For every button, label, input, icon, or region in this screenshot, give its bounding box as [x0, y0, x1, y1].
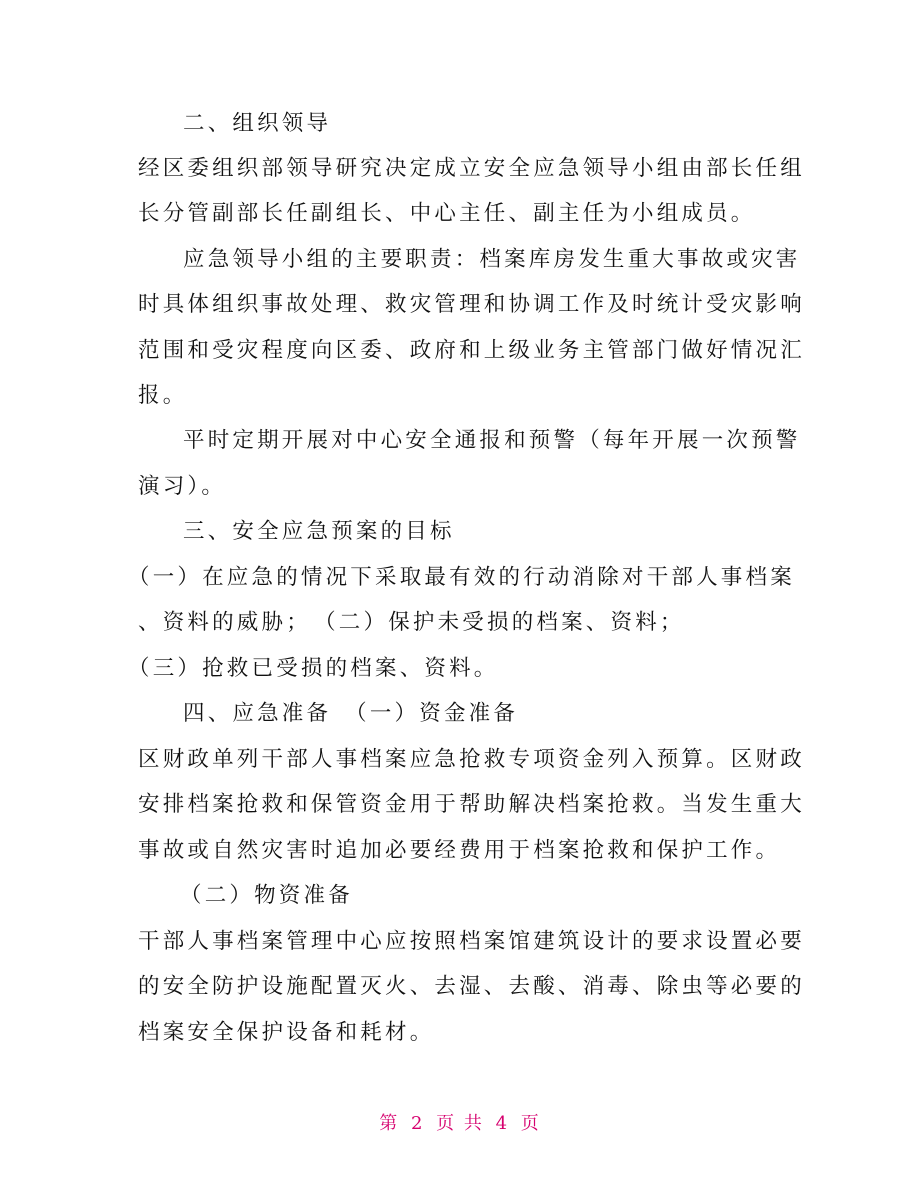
section-heading-preparation: 四、应急准备 （一）资金准备: [183, 701, 519, 726]
paragraph-line: 、资料的威胁； （二）保护未受损的档案、资料；: [138, 610, 685, 635]
paragraph-line: 的安全防护设施配置灭火、去湿、去酸、消毒、除虫等必要的: [138, 974, 805, 999]
footer-prefix: 第: [379, 1113, 400, 1134]
paragraph-line: 应急领导小组的主要职责：档案库房发生重大事故或灾害: [183, 247, 801, 272]
paragraph-line: 经区委组织部领导研究决定成立安全应急领导小组由部长任组: [138, 156, 805, 181]
paragraph-line: 平时定期开展对中心安全通报和预警（每年开展一次预警: [183, 428, 801, 453]
paragraph-line: 长分管副部长任副组长、中心主任、副主任为小组成员。: [138, 201, 756, 226]
paragraph-line: 事故或自然灾害时追加必要经费用于档案抢救和保护工作。: [138, 838, 781, 863]
section-heading-organization: 二、组织领导: [183, 111, 332, 136]
paragraph-line: 时具体组织事故处理、救灾管理和协调工作及时统计受灾影响: [138, 292, 805, 317]
paragraph-line: （三）抢救已受损的档案、资料。: [128, 656, 499, 681]
paragraph-line: 档案安全保护设备和耗材。: [138, 1020, 435, 1045]
total-pages-number: 4: [495, 1113, 510, 1134]
paragraph-line: 范围和受灾程度向区委、政府和上级业务主管部门做好情况汇: [138, 338, 805, 363]
section-heading-objectives: 三、安全应急预案的目标: [183, 519, 455, 544]
paragraph-line: 干部人事档案管理中心应按照档案馆建筑设计的要求设置必要: [138, 929, 805, 954]
footer-suffix: 页: [520, 1113, 541, 1134]
footer-mid: 页 共: [436, 1113, 484, 1134]
page-footer: [0, 1111, 920, 1137]
current-page-number: 2: [410, 1113, 425, 1134]
paragraph-line: 区财政单列干部人事档案应急抢救专项资金列入预算。区财政: [138, 747, 805, 772]
paragraph-line: 演习）。: [138, 474, 227, 499]
subsection-heading-materials: （二）物资准备: [180, 883, 353, 908]
paragraph-line: 报。: [138, 383, 188, 408]
paragraph-line: （一）在应急的情况下采取最有效的行动消除对干部人事档案: [128, 565, 795, 590]
paragraph-line: 安排档案抢救和保管资金用于帮助解决档案抢救。当发生重大: [138, 792, 805, 817]
